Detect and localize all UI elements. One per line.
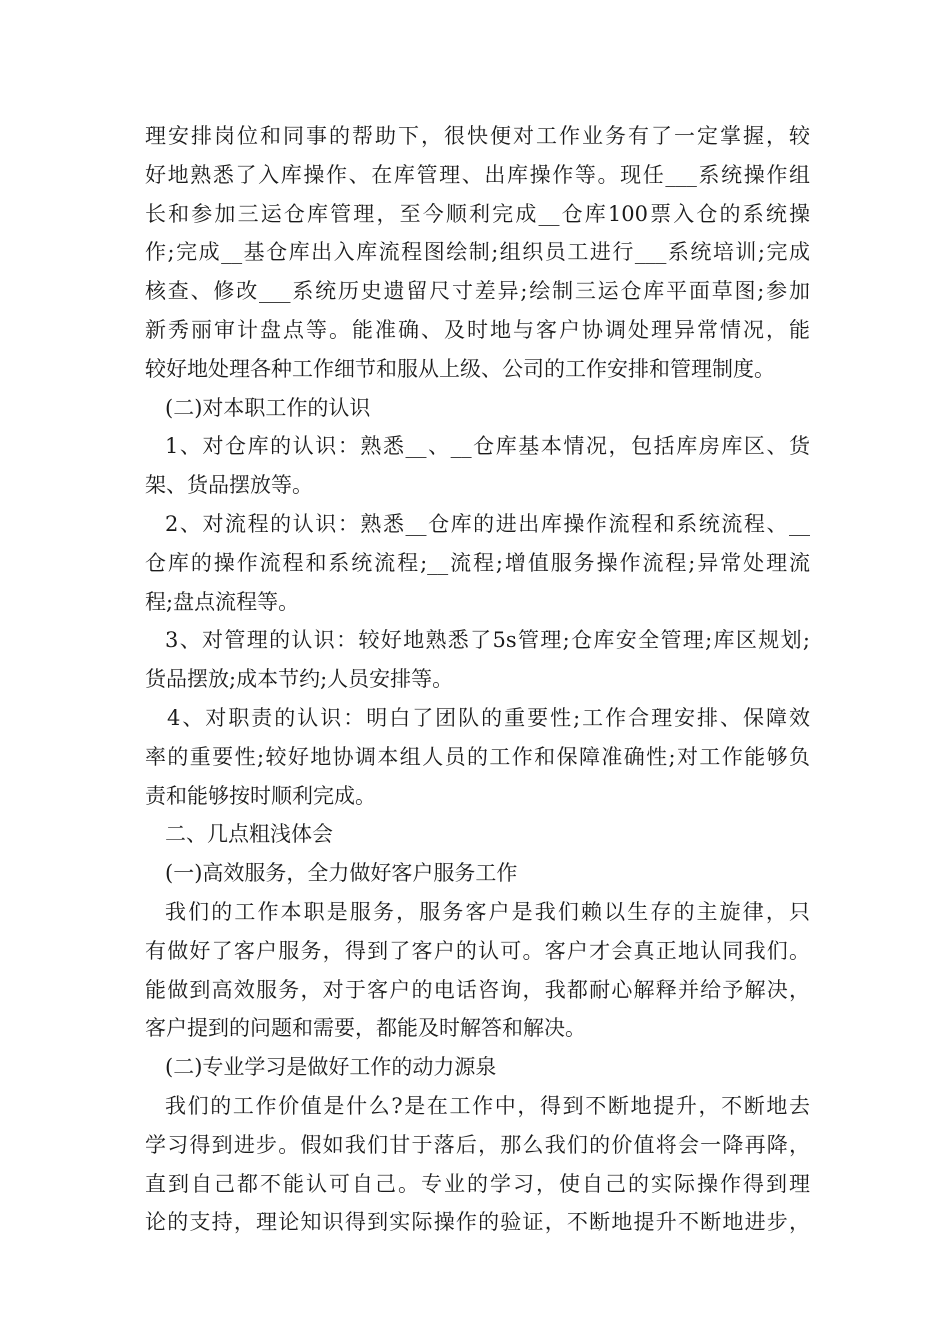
list-item-line: 4、对职责的认识：明白了团队的重要性;工作合理安排、保障效 (167, 705, 810, 730)
text-line: 作;完成__基仓库出入库流程图绘制;组织员工进行___系统培训;完成 (145, 240, 810, 265)
text-line: 有做好了客户服务，得到了客户的认可。客户才会真正地认同我们。 (145, 938, 810, 963)
text-line: 我们的工作本职是服务，服务客户是我们赖以生存的主旋律，只 (165, 899, 810, 924)
text-line: 货品摆放;成本节约;人员安排等。 (145, 667, 454, 692)
text-line: 我们的工作价值是什么?是在工作中，得到不断地提升，不断地去 (165, 1093, 810, 1118)
list-item-line: 2、对流程的认识：熟悉__仓库的进出库操作流程和系统流程、__ (165, 511, 810, 536)
text-line: 好地熟悉了入库操作、在库管理、出库操作等。现任___系统操作组 (145, 162, 810, 187)
text-line: 程;盘点流程等。 (145, 589, 300, 614)
section-heading: (二)对本职工作的认识 (165, 395, 371, 420)
text-line: 直到自己都不能认可自己。专业的学习，使自己的实际操作得到理 (145, 1171, 810, 1196)
text-line: 理安排岗位和同事的帮助下，很快便对工作业务有了一定掌握，较 (145, 124, 810, 148)
text-line: 率的重要性;较好地协调本组人员的工作和保障准确性;对工作能够负 (145, 744, 810, 769)
section-heading: (一)高效服务，全力做好客户服务工作 (165, 861, 518, 886)
text-line: 责和能够按时顺利完成。 (145, 783, 376, 808)
text-line: 客户提到的问题和需要，都能及时解答和解决。 (145, 1016, 586, 1041)
text-line: 较好地处理各种工作细节和服从上级、公司的工作安排和管理制度。 (145, 356, 775, 381)
text-line: 架、货品摆放等。 (145, 473, 313, 498)
text-line: 能做到高效服务，对于客户的电话咨询，我都耐心解释并给予解决， (145, 977, 810, 1002)
text-line: 核查、修改___系统历史遗留尺寸差异;绘制三运仓库平面草图;参加 (145, 279, 810, 304)
section-heading: 二、几点粗浅体会 (165, 822, 333, 847)
document-body (145, 117, 810, 1242)
section-heading: (二)专业学习是做好工作的动力源泉 (165, 1055, 497, 1080)
text-line: 论的支持，理论知识得到实际操作的验证，不断地提升不断地进步， (145, 1210, 810, 1235)
text-line: 长和参加三运仓库管理，至今顺利完成__仓库100票入仓的系统操 (145, 201, 810, 226)
text-line: 新秀丽审计盘点等。能准确、及时地与客户协调处理异常情况，能 (145, 317, 810, 342)
list-item-line: 1、对仓库的认识：熟悉__、__仓库基本情况，包括库房库区、货 (165, 434, 810, 459)
text-line: 学习得到进步。假如我们甘于落后，那么我们的价值将会一降再降， (145, 1132, 810, 1157)
list-item-line: 3、对管理的认识：较好地熟悉了5s管理;仓库安全管理;库区规划; (165, 628, 810, 653)
text-line: 仓库的操作流程和系统流程;__流程;增值服务操作流程;异常处理流 (145, 550, 810, 575)
